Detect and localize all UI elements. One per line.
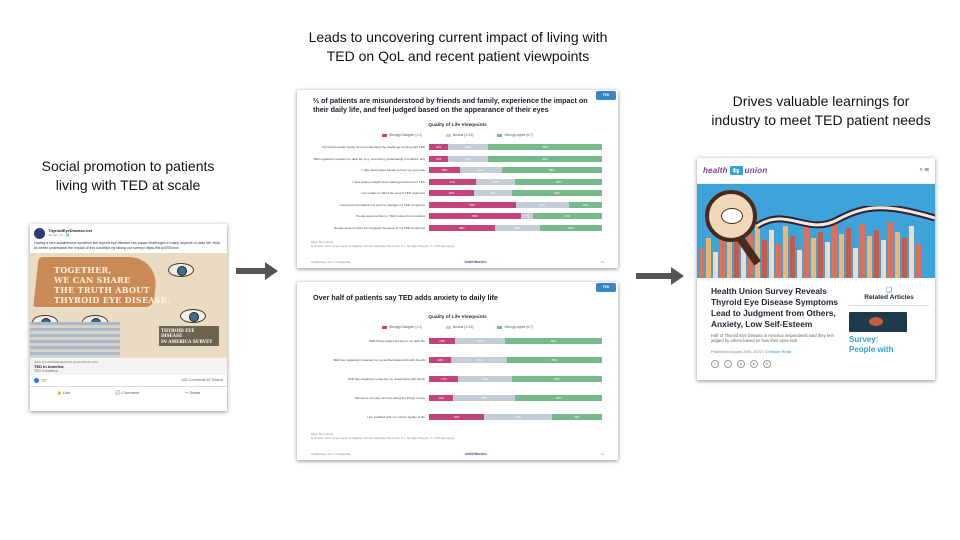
category-label: TED negatively impacts my daily life (e.g. exercising, participating in hobbies, etc) bbox=[313, 156, 425, 161]
chart-row bbox=[311, 144, 602, 150]
arrow-right-1 bbox=[236, 268, 266, 274]
bar-segment: 36% bbox=[540, 225, 602, 231]
stacked-bar bbox=[429, 144, 602, 150]
post-actions bbox=[30, 387, 227, 398]
bar-segment: 29% bbox=[552, 414, 602, 420]
image-tagline: TOGETHER, WE CAN SHARE THE TRUTH ABOUT THYROID EYE DISEASE. bbox=[54, 265, 171, 306]
bar-segment: 23% bbox=[476, 179, 516, 185]
share-button[interactable]: ↪ Share bbox=[185, 390, 201, 396]
slide-title: Over half of patients say TED adds anxiety to daily life bbox=[313, 293, 498, 302]
post-image[interactable] bbox=[30, 253, 227, 358]
chart-row bbox=[311, 357, 602, 363]
page-name[interactable]: ThyroidEyeDisease.net bbox=[48, 228, 93, 233]
stacked-bar bbox=[429, 202, 602, 208]
eye-illustration-icon bbox=[168, 263, 194, 277]
image-survey-title: THYROID EYE DISEASE IN AMERICA SURVEY bbox=[159, 326, 219, 347]
chart-row bbox=[311, 167, 602, 173]
slide-footnote: Base: All (n=XXX) Q.10 How much do you agree or disagree with the following statements. (1 = Strongly Disagree, 7 = Strongly Agree) bbox=[311, 432, 455, 440]
caption-uncovering-impact: Leads to uncovering current impact of living with TED on QoL and recent patient viewpoints bbox=[308, 29, 608, 64]
chart-legend bbox=[297, 133, 618, 137]
bar-segment: 22% bbox=[474, 190, 512, 196]
bar-segment: 58% bbox=[502, 167, 602, 173]
chart-row bbox=[311, 213, 602, 219]
legend-neutral: Neutral (3-4,5) bbox=[446, 133, 474, 137]
comment-button[interactable]: 💬 Comment bbox=[115, 390, 140, 396]
slide-misunderstood bbox=[297, 90, 618, 268]
bar-segment: 29% bbox=[455, 338, 505, 344]
like-icon bbox=[34, 378, 39, 383]
slide-anxiety bbox=[297, 282, 618, 460]
stacked-bar bbox=[429, 225, 602, 231]
category-label: TED has negatively impacted my social life/relationship with friends bbox=[333, 358, 425, 362]
bar-segment: 36% bbox=[453, 395, 515, 401]
legend-agree: Strongly Agree (6-7) bbox=[497, 325, 533, 329]
chart-legend bbox=[297, 325, 618, 329]
bar-segment: 32% bbox=[451, 357, 506, 363]
post-header bbox=[30, 224, 227, 241]
hero-illustration bbox=[697, 184, 935, 278]
chart-title: Quality of Life Viewpoints bbox=[428, 123, 487, 128]
bar-segment: 50% bbox=[515, 179, 602, 185]
legend-agree: Strongly Agree (6-7) bbox=[497, 133, 533, 137]
like-count[interactable]: 167 bbox=[41, 378, 47, 383]
facebook-share-icon[interactable]: f bbox=[711, 360, 719, 368]
bar-segment: 23% bbox=[448, 156, 488, 162]
read-time: 4 Minute Read bbox=[765, 348, 792, 354]
category-label: I am satisfied with my current quality of life bbox=[366, 415, 425, 419]
bar-segment: 50% bbox=[429, 202, 516, 208]
bar-segment: 26% bbox=[429, 190, 474, 196]
slide-confidential: HealthUnion, LLC | Confidential bbox=[311, 260, 351, 264]
bar-segment: 31% bbox=[516, 202, 570, 208]
category-label: TED brings added anxiety to my daily life bbox=[368, 339, 425, 343]
twitter-share-icon[interactable]: t bbox=[724, 360, 732, 368]
related-sidebar bbox=[839, 286, 929, 368]
category-label: TED has negatively impacted my relationship with family bbox=[347, 377, 425, 381]
bar-segment: 39% bbox=[484, 414, 551, 420]
page-avatar[interactable] bbox=[34, 228, 45, 239]
category-label: People assume that my TED comes from smoking bbox=[356, 214, 425, 218]
chart-row bbox=[311, 395, 602, 401]
article-title[interactable]: Health Union Survey Reveals Thyroid Eye Disease Symptoms Lead to Judgment from Others, Anxiety, Low Self-Esteem bbox=[711, 286, 839, 329]
article-body bbox=[697, 278, 935, 368]
stacked-bar bbox=[429, 167, 602, 173]
bar-segment: 40% bbox=[533, 213, 602, 219]
nav-search-menu-icon[interactable]: ⌕ ☰ bbox=[919, 167, 929, 173]
slide-confidential: HealthUnion, LLC | Confidential bbox=[311, 452, 351, 456]
article-main bbox=[711, 286, 839, 368]
stacked-bar bbox=[429, 414, 602, 420]
bar-segment: 23% bbox=[448, 144, 488, 150]
category-label: I need accommodations at work to manage my TED symptoms bbox=[338, 202, 425, 207]
article-meta: Published August 25th, 2022 | 4 Minute Read bbox=[711, 348, 792, 354]
caption-social-promotion: Social promotion to patients living with TED at scale bbox=[41, 158, 215, 193]
related-article-thumbnail[interactable] bbox=[849, 312, 907, 332]
bar-segment: 38% bbox=[429, 225, 495, 231]
stacked-bar bbox=[429, 395, 602, 401]
email-share-icon[interactable]: ✉ bbox=[763, 360, 771, 368]
bar-segment: 11% bbox=[429, 156, 448, 162]
health-union-logo: health⇆union bbox=[464, 452, 487, 456]
chart-row bbox=[311, 190, 602, 196]
bar-segment: 18% bbox=[429, 167, 460, 173]
flag-stripes bbox=[30, 322, 120, 358]
bar-segment: 24% bbox=[460, 167, 502, 173]
chart-row bbox=[311, 376, 602, 382]
link-url: HEALTHUNIONRESEARCH.QUALTRICS.COM bbox=[34, 360, 98, 365]
chart-title: Quality of Life Viewpoints bbox=[428, 315, 487, 320]
category-label: My friends and/or family do not understand the challenge of living with TED bbox=[322, 145, 425, 149]
chart-row bbox=[311, 179, 602, 185]
stacked-bar bbox=[429, 338, 602, 344]
chart-row bbox=[311, 156, 602, 162]
article-description: Half of Thyroid Eye Disease in America respondents said they feel judged by others based on how their eyes look bbox=[711, 333, 834, 344]
stacked-bar bbox=[429, 190, 602, 196]
pinterest-share-icon[interactable]: p bbox=[737, 360, 745, 368]
bar-segment: 52% bbox=[512, 376, 602, 382]
chart-row bbox=[311, 225, 602, 231]
comments-shares[interactable]: 108 Comments 62 Shares bbox=[181, 378, 223, 383]
bar-segment: 11% bbox=[429, 144, 448, 150]
site-logo[interactable]: health ⇆ union bbox=[703, 166, 768, 175]
slide-page-number: 10 bbox=[600, 260, 604, 264]
stacked-bar bbox=[429, 156, 602, 162]
post-stats bbox=[30, 375, 227, 387]
caption-valuable-learnings: Drives valuable learnings for industry to meet TED patient needs bbox=[711, 93, 931, 128]
arrow-right-2 bbox=[636, 273, 672, 279]
bar-segment: 53% bbox=[429, 213, 521, 219]
link-subtitle: TED In America bbox=[34, 369, 58, 374]
slide-title: ⅔ of patients are misunderstood by friends and family, experience the impact on their daily life, and feel judged based on the appearance of their eyes bbox=[313, 96, 588, 115]
related-article-title[interactable]: Survey: People with bbox=[849, 335, 894, 354]
link-title: TED In America bbox=[34, 364, 64, 370]
bar-segment: 31% bbox=[458, 376, 512, 382]
related-articles-icon: ❏ bbox=[885, 287, 893, 294]
bar-segment: 17% bbox=[429, 376, 458, 382]
bar-segment: 56% bbox=[505, 338, 602, 344]
bar-segment: 7% bbox=[521, 213, 533, 219]
bar-segment: 50% bbox=[515, 395, 602, 401]
social-share-row bbox=[711, 360, 839, 368]
slide-badge: TED bbox=[596, 283, 616, 292]
category-label: I have gained weight since starting treatment for TED bbox=[352, 179, 425, 184]
bar-segment: 66% bbox=[488, 156, 602, 162]
related-articles-heading: Related Articles bbox=[849, 294, 929, 306]
link-preview[interactable] bbox=[30, 358, 227, 375]
bar-segment: 52% bbox=[512, 190, 602, 196]
like-button[interactable]: 👍 Like bbox=[56, 390, 71, 396]
bar-segment: 19% bbox=[569, 202, 602, 208]
bar-segment: 27% bbox=[429, 179, 476, 185]
chart-row bbox=[311, 414, 602, 420]
slide-page-number: 11 bbox=[601, 452, 604, 456]
category-label: I am unable to afford the cost of TED treatment bbox=[360, 191, 425, 195]
category-label: TED does not stop me from doing the things I enjoy bbox=[354, 396, 425, 400]
facebook-post-card bbox=[30, 224, 227, 411]
chart-row bbox=[311, 202, 602, 208]
legend-disagree: Strongly Disagree (1-2) bbox=[382, 325, 422, 329]
logo-mark-icon: ⇆ bbox=[730, 166, 743, 175]
bar-segment: 15% bbox=[429, 338, 455, 344]
post-text: Having a rare autoimmune condition like thyroid eye disease can cause challenges in many aspects of daily life. Help us better understand the impact of this condition by taking our survey! https://bit.ly/3TExxxx bbox=[34, 241, 220, 250]
slide-footer bbox=[311, 260, 604, 264]
chart-row bbox=[311, 338, 602, 344]
eye-illustration-icon bbox=[180, 309, 206, 323]
health-union-logo: health⇆union bbox=[464, 260, 487, 264]
stacked-bar bbox=[429, 213, 602, 219]
stacked-bar bbox=[429, 357, 602, 363]
slide-footer bbox=[311, 452, 604, 456]
site-navbar bbox=[697, 158, 935, 184]
bar-segment: 26% bbox=[495, 225, 540, 231]
bar-segment: 14% bbox=[429, 395, 453, 401]
legend-disagree: Strongly Disagree (1-2) bbox=[382, 133, 422, 137]
category-label: People assume that I am hungover because of my TED symptoms bbox=[334, 225, 425, 230]
legend-neutral: Neutral (3-4,5) bbox=[446, 325, 474, 329]
stacked-bar bbox=[429, 376, 602, 382]
bar-segment: 32% bbox=[429, 414, 484, 420]
slide-badge: TED bbox=[596, 91, 616, 100]
bar-segment: 55% bbox=[507, 357, 602, 363]
magnifying-glass-icon bbox=[705, 190, 757, 242]
category-label: I often feel judged based on how my eyes look bbox=[361, 168, 425, 172]
post-date: January 19 · 🌐 bbox=[48, 233, 70, 237]
bar-segment: 13% bbox=[429, 357, 451, 363]
bar-segment: 66% bbox=[488, 144, 602, 150]
stacked-bar bbox=[429, 179, 602, 185]
slide-footnote: Base: All (n=XXX) Q.10 How much do you agree or disagree with the following statements. (1 = Strongly Disagree, 7 = Strongly Agree) bbox=[311, 240, 455, 248]
health-union-article bbox=[697, 158, 935, 380]
linkedin-share-icon[interactable]: in bbox=[750, 360, 758, 368]
